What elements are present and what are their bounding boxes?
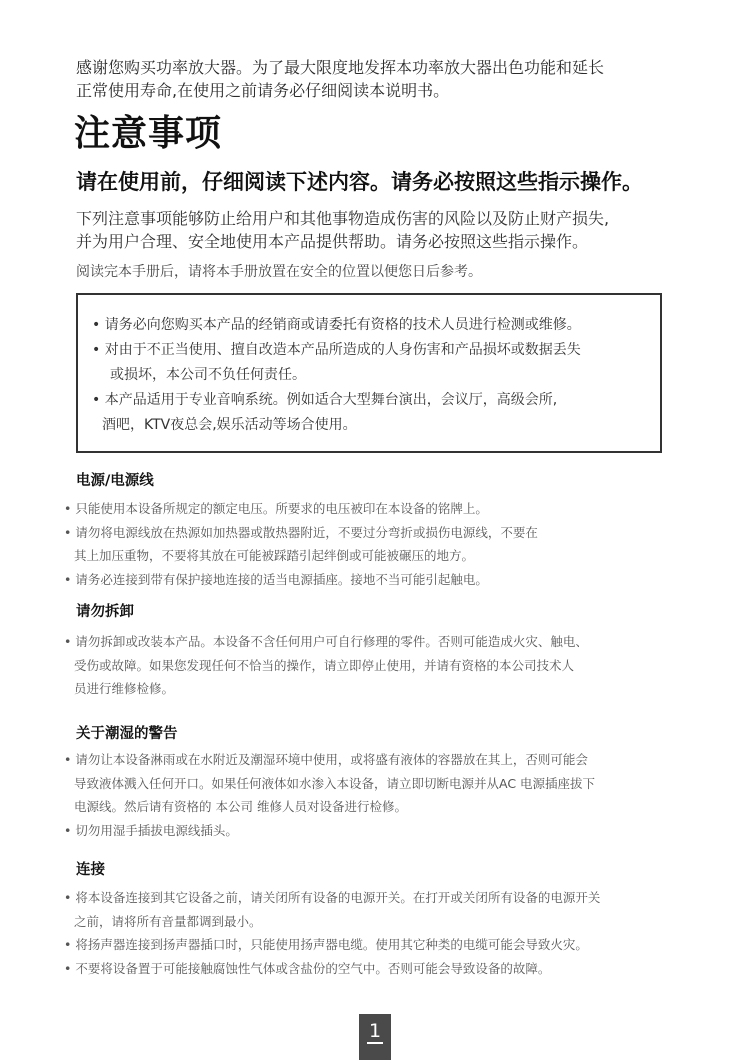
manual-storage-note: 阅读完本手册后，请将本手册放置在安全的位置以便您日后参考。 (76, 264, 482, 280)
lead-line: 并为用户合理、安全地使用本产品提供帮助。请务必按照这些指示操作。 (76, 232, 589, 251)
notice-item-continued: 或损坏，本公司不负任何责任。 (110, 367, 306, 383)
page-number-tab (359, 1014, 391, 1060)
section-heading-power: 电源/电源线 (76, 473, 154, 489)
list-item: • 请勿让本设备淋雨或在水附近及潮湿环境中使用，或将盛有液体的容器放在其上，否则可能会 (64, 752, 588, 767)
list-item-continued: 电源线。然后请有资格的 本公司 维修人员对设备进行检修。 (74, 799, 407, 814)
list-item: • 请务必连接到带有保护接地连接的适当电源插座。接地不当可能引起触电。 (64, 571, 488, 587)
list-item-continued: 其上加压重物，不要将其放在可能被踩踏引起绊倒或可能被碾压的地方。 (74, 548, 475, 563)
section-heading-moisture: 关于潮湿的警告 (76, 726, 178, 742)
list-item-continued: 之前，请将所有音量都调到最小。 (74, 913, 262, 929)
lead-line: 下列注意事项能够防止给用户和其他事物造成伤害的风险以及防止财产损失, (76, 209, 610, 228)
notice-item-continued: 酒吧，KTV夜总会,娱乐活动等场合使用。 (102, 417, 357, 433)
list-item: • 切勿用湿手插拔电源线插头。 (64, 822, 238, 838)
page-title: 注意事项 (74, 113, 223, 154)
intro-line: 感谢您购买功率放大器。为了最大限度地发挥本功率放大器出色功能和延长 (76, 58, 605, 77)
list-item-continued: 员进行维修检修。 (74, 681, 175, 696)
list-item: • 将本设备连接到其它设备之前，请关闭所有设备的电源开关。在打开或关闭所有设备的电源开关 (64, 890, 601, 905)
notice-item: • 对由于不正当使用、擅自改造本产品所造成的人身伤害和产品损坏或数据丢失 (92, 342, 581, 358)
list-item: • 将扬声器连接到扬声器插口时，只能使用扬声器电缆。使用其它种类的电缆可能会导致火灾。 (64, 937, 588, 952)
section-heading-connection: 连接 (76, 862, 105, 878)
section-list-power (64, 497, 538, 591)
notice-box (76, 293, 662, 453)
section-list-disassemble (64, 630, 588, 701)
section-list-moisture (64, 748, 595, 842)
section-list-connection (64, 886, 600, 980)
notice-item: • 请务必向您购买本产品的经销商或请委托有资格的技术人员进行检测或维修。 (92, 317, 581, 333)
notice-list (78, 295, 660, 438)
list-item: • 请勿拆卸或改装本产品。本设备不含任何用户可自行修理的零件。否则可能造成火灾、触电、 (64, 634, 588, 649)
list-item-continued: 受伤或故障。如果您发现任何不恰当的操作，请立即停止使用，并请有资格的本公司技术人 (74, 657, 575, 673)
list-item: • 请勿将电源线放在热源如加热器或散热器附近，不要过分弯折或损伤电源线，不要在 (64, 524, 538, 540)
section-heading-disassemble: 请勿拆卸 (76, 604, 134, 620)
lead-paragraph (76, 207, 609, 253)
intro-line: 正常使用寿命,在使用之前请务必仔细阅读本说明书。 (76, 81, 450, 100)
page-subtitle: 请在使用前，仔细阅读下述内容。请务必按照这些指示操作。 (76, 170, 643, 194)
list-item: • 只能使用本设备所规定的额定电压。所要求的电压被印在本设备的铭牌上。 (64, 501, 488, 516)
page-number: 1 (368, 1020, 382, 1042)
list-item-continued: 导致液体溅入任何开口。如果任何液体如水渗入本设备，请立即切断电源并从AC 电源插座拔下 (74, 775, 596, 791)
notice-item: • 本产品适用于专业音响系统。例如适合大型舞台演出，会议厅，高级会所, (92, 392, 558, 408)
intro-paragraph (76, 56, 676, 102)
list-item: • 不要将设备置于可能接触腐蚀性气体或含盐份的空气中。否则可能会导致设备的故障。 (64, 960, 551, 976)
